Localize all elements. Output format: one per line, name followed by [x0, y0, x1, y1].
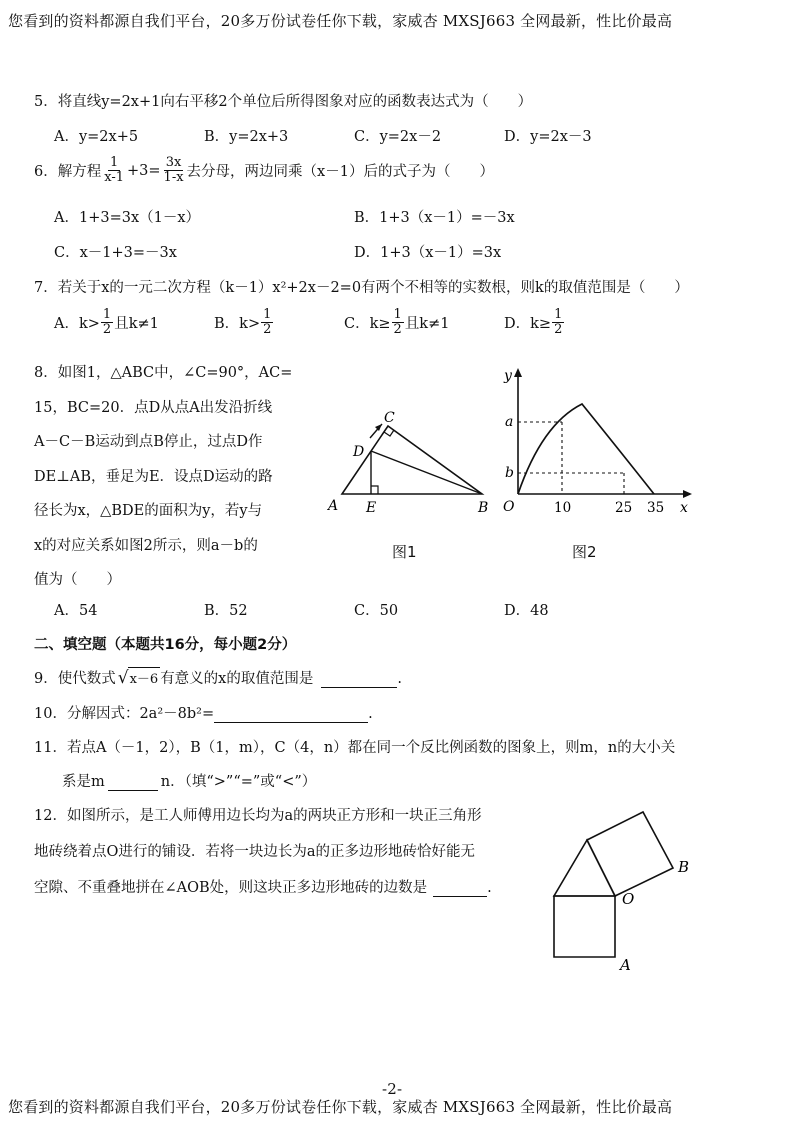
equilateral-triangle: [554, 840, 615, 896]
q8-line-6: x的对应关系如图2所示，则a－b的: [34, 537, 258, 554]
q8-line-5: 径长为x，△BDE的面积为y，若y与: [34, 503, 263, 519]
q6-stem: [34, 156, 494, 185]
q8-line-1: 8．如图1，△ABC中，∠C=90°，AC=: [34, 365, 293, 381]
q6-mid: +3=: [127, 162, 161, 179]
label-a-value: a: [505, 414, 514, 430]
q7-c-pre: C．k≥: [344, 316, 391, 332]
q11-line-2: [62, 770, 316, 791]
q11-answer-blank[interactable]: [108, 774, 158, 791]
q12-line-1: 12．如图所示，是工人师傅用边长均为a的两块正方形和一块正三角形: [34, 808, 482, 824]
q11-line-2-post: n．（填“>”“=”或“<”）: [160, 774, 317, 790]
tick-25: 25: [615, 500, 633, 516]
q8-line-4: DE⊥AB，垂足为E．设点D运动的路: [34, 468, 273, 485]
q7-a-num: 1: [102, 307, 112, 322]
q8-figure-2: [494, 362, 698, 522]
q6-option-d: D．1+3（x－1）=3x: [354, 245, 502, 261]
q9-radicand: x－6: [128, 667, 161, 687]
triangle-abc: [342, 426, 482, 494]
q5-option-b: B．y=2x+3: [204, 129, 289, 145]
label-e: E: [366, 500, 377, 516]
q6-fraction-1-den: x-1: [104, 170, 125, 185]
q5-option-a: A．y=2x+5: [54, 129, 139, 145]
q6-prefix: 6．解方程: [34, 164, 102, 180]
q7-b-pre: B．k>: [214, 316, 261, 332]
y-axis-arrow: [514, 368, 522, 377]
q7-a-den: 2: [102, 322, 112, 337]
q7-d-num: 1: [554, 307, 563, 322]
label-o: O: [622, 890, 635, 908]
q8-figure-1-caption: 图1: [392, 543, 417, 561]
q6-fraction-1: [102, 156, 126, 185]
label-b: B: [678, 858, 690, 876]
label-x: x: [680, 500, 688, 516]
upper-square: [587, 812, 673, 896]
q7-d-pre: D．k≥: [504, 316, 552, 332]
q9-prefix: 9．使代数式: [34, 671, 116, 687]
q7-option-a: [54, 308, 159, 337]
top-banner: 您看到的资料都源自我们平台，20多万份试卷任你下载，家威杏 MXSJ663 全网最新，性比价最高: [8, 12, 673, 30]
section-2-title: 二、填空题（本题共16分，每小题2分）: [34, 637, 297, 653]
label-d: D: [353, 444, 365, 460]
q8-figure-1: [320, 400, 500, 520]
q6-option-a: A．1+3=3x（1－x）: [54, 210, 201, 226]
q10-answer-blank[interactable]: [214, 706, 368, 723]
segment-db: [371, 451, 482, 494]
q9-answer-blank[interactable]: [321, 671, 397, 688]
label-origin: O: [503, 499, 515, 515]
q7-c-den: 2: [393, 322, 402, 337]
label-y: y: [504, 368, 512, 384]
q12-figure: [540, 780, 700, 980]
q7-d-den: 2: [554, 322, 563, 337]
q8-line-2: 15，BC=20．点D从点A出发沿折线: [34, 399, 273, 416]
q6-fraction-2: [162, 156, 186, 185]
q7-b-fraction: [261, 308, 273, 337]
label-a: A: [620, 956, 631, 974]
label-a: A: [328, 498, 339, 514]
q8-line-3: A－C－B运动到点B停止，过点D作: [34, 434, 263, 450]
q9-end: .: [397, 671, 402, 687]
bottom-banner: 您看到的资料都源自我们平台，20多万份试卷任你下载，家威杏 MXSJ663 全网最新，性比价最高: [8, 1098, 673, 1116]
q8-option-b: B．52: [204, 603, 248, 619]
label-b-value: b: [505, 465, 514, 481]
q9-suffix: 有意义的x的取值范围是: [160, 671, 314, 687]
x-axis-arrow: [683, 490, 692, 498]
graph-curve: [518, 404, 654, 494]
q8-option-d: D．48: [504, 603, 549, 619]
q7-a-post: 且k≠1: [114, 316, 159, 332]
q6-fraction-2-num: 3x: [165, 155, 182, 170]
q8-option-c: C．50: [354, 603, 399, 619]
q6-suffix: 去分母，两边同乘（x－1）后的式子为（ ）: [186, 164, 494, 180]
q5-option-c: C．y=2x－2: [354, 129, 442, 145]
q8-option-a: A．54: [54, 603, 98, 619]
q7-c-fraction: [392, 308, 404, 337]
q7-a-pre: A．k>: [54, 316, 100, 332]
q7-c-post: 且k≠1: [404, 316, 450, 332]
q7-b-num: 1: [263, 307, 272, 322]
q12-line-2: 地砖绕着点O进行的铺设．若将一块边长为a的正多边形地砖恰好能无: [34, 844, 476, 860]
tick-35: 35: [647, 500, 665, 516]
q5-option-d: D．y=2x－3: [504, 129, 592, 145]
q7-option-b: [214, 308, 274, 337]
sqrt-icon: √: [117, 668, 129, 688]
q7-option-d: [504, 308, 565, 337]
q11-line-1: 11．若点A（－1，2），B（1，m），C（4，n）都在同一个反比例函数的图象上，则m，n的大小关: [34, 740, 676, 756]
label-c: C: [384, 410, 395, 426]
q12-end: .: [487, 880, 492, 896]
q7-b-den: 2: [263, 322, 272, 337]
q12-answer-blank[interactable]: [433, 880, 487, 897]
q7-option-c: [344, 308, 449, 337]
q7-stem: 7．若关于x的一元二次方程（k－1）x²+2x－2=0有两个不相等的实数根，则k的取值范围是（ ）: [34, 280, 689, 296]
q7-a-fraction: [101, 308, 113, 337]
q7-c-num: 1: [393, 307, 402, 322]
q12-line-3-text: 空隙、不重叠地拼在∠AOB处，则这块正多边形地砖的边数是: [34, 880, 428, 896]
q6-fraction-1-num: 1: [109, 155, 119, 170]
q8-stem: [34, 356, 292, 598]
q8-figure-2-caption: 图2: [572, 543, 597, 561]
right-angle-e: [371, 486, 378, 494]
label-b: B: [478, 500, 489, 516]
q6-option-c: C．x－1+3=－3x: [54, 245, 177, 261]
q12-line-3: [34, 876, 492, 897]
page-number: -2-: [382, 1080, 403, 1098]
q5-stem: 5．将直线y=2x+1向右平移2个单位后所得图象对应的函数表达式为（ ）: [34, 94, 533, 110]
q6-option-b: B．1+3（x－1）=－3x: [354, 210, 515, 226]
q10-stem: [34, 702, 373, 723]
q11-line-2-pre: 系是m: [62, 774, 105, 790]
q6-fraction-2-den: 1-x: [163, 170, 184, 185]
q9-stem: [34, 667, 402, 688]
bottom-square: [554, 896, 615, 957]
q10-text: 10．分解因式：2a²－8b²=: [34, 706, 215, 722]
tick-10: 10: [554, 500, 572, 516]
q8-line-7: 值为（ ）: [34, 572, 121, 588]
q7-d-fraction: [552, 308, 564, 337]
q10-end: .: [368, 706, 373, 722]
